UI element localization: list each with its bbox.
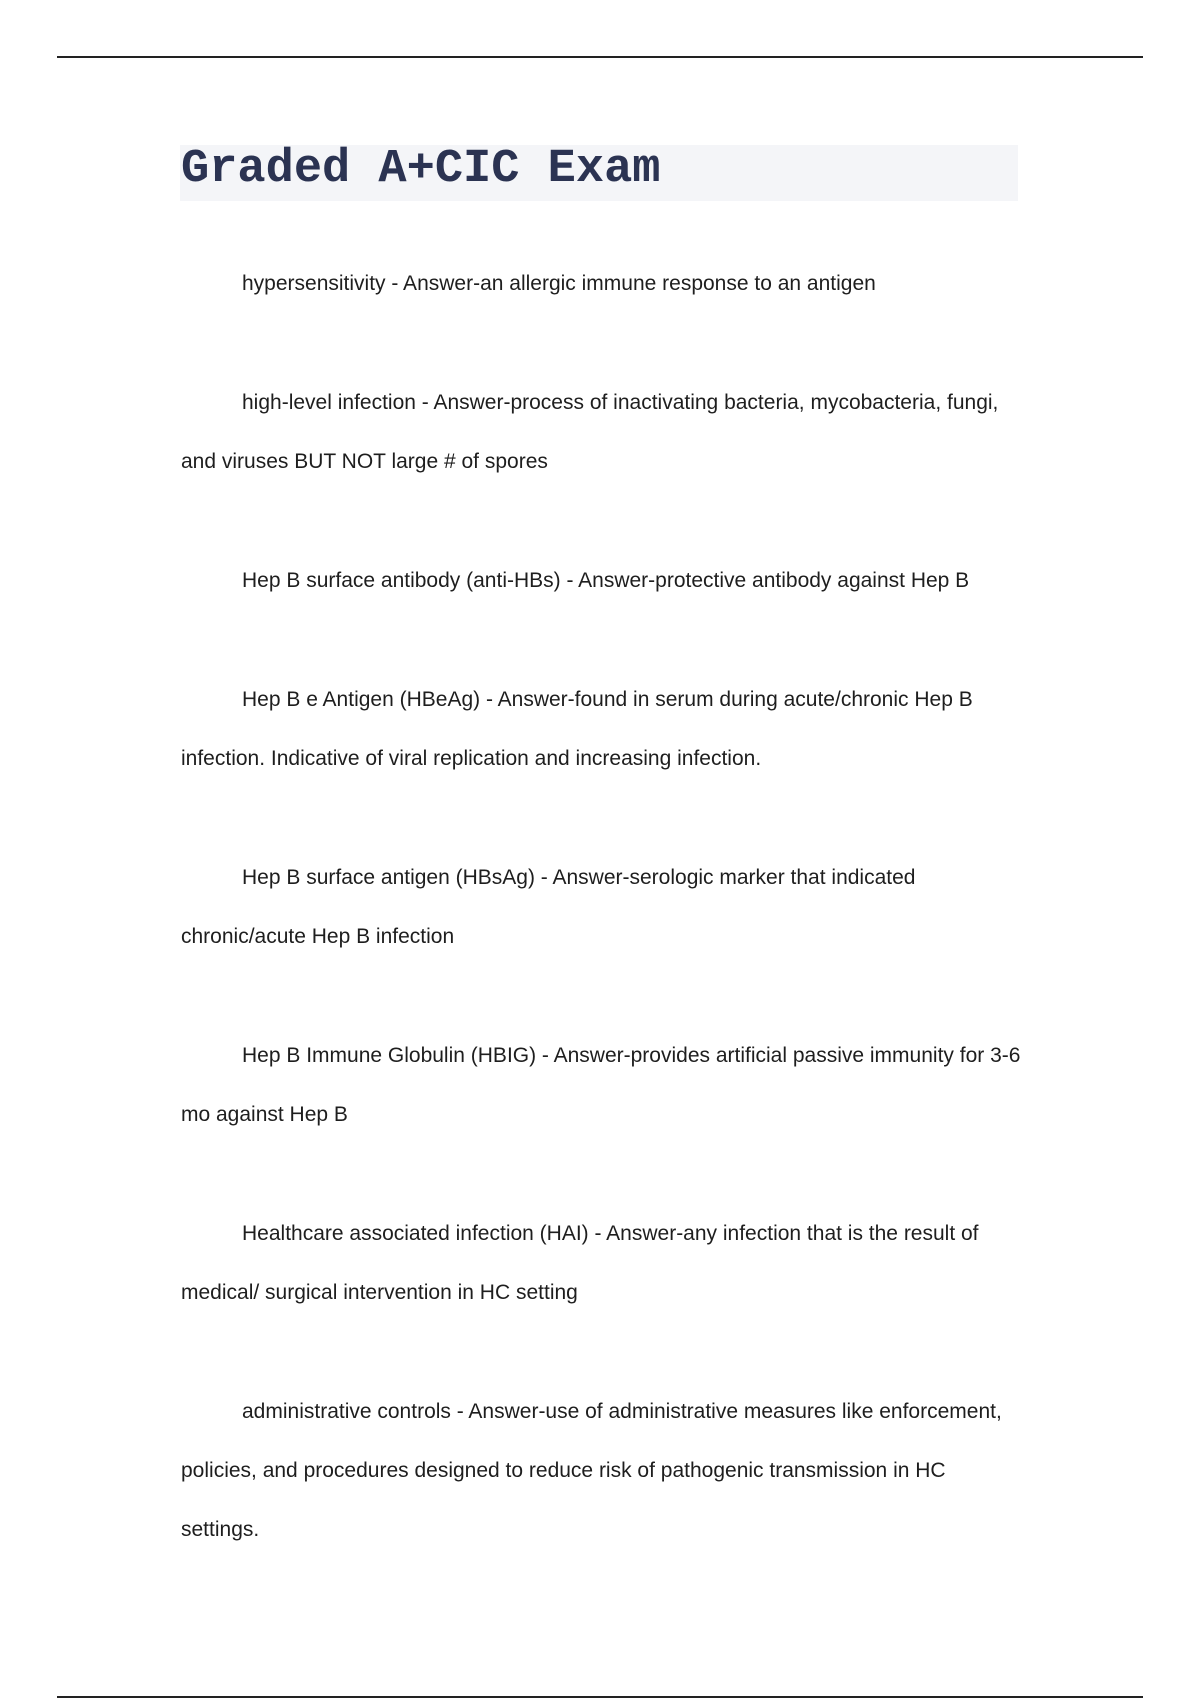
entry-high-level-infection: high-level infection - Answer-process of inactivating bacteria, mycobacteria, fungi, and viruses BUT NOT large # of spores: [181, 391, 999, 473]
document-body: [181, 254, 1021, 1619]
entry-hep-b-immune-globulin: Hep B Immune Globulin (HBIG) - Answer-provides artificial passive immunity for 3-6 mo against Hep B: [181, 1044, 1021, 1126]
document-title: Graded A+CIC Exam: [181, 143, 661, 196]
entry-hypersensitivity: hypersensitivity - Answer-an allergic immune response to an antigen: [242, 272, 876, 295]
entry-hep-b-surface-antibody: Hep B surface antibody (anti-HBs) - Answer-protective antibody against Hep B: [242, 569, 970, 592]
entry-hep-b-surface-antigen: Hep B surface antigen (HBsAg) - Answer-serologic marker that indicated chronic/acute Hep B infection: [181, 866, 916, 948]
entry-hep-b-e-antigen: Hep B e Antigen (HBeAg) - Answer-found in serum during acute/chronic Hep B infection. Indicative of viral replication and increasing infection.: [181, 688, 973, 770]
top-rule: [57, 56, 1143, 58]
bottom-rule: [57, 1696, 1143, 1698]
entry-administrative-controls: administrative controls - Answer-use of administrative measures like enforcement, policies, and procedures designed to reduce risk of pathogenic transmission in HC settings.: [181, 1400, 1002, 1541]
entry-healthcare-associated-infection: Healthcare associated infection (HAI) - Answer-any infection that is the result of medical/ surgical intervention in HC setting: [181, 1222, 979, 1304]
